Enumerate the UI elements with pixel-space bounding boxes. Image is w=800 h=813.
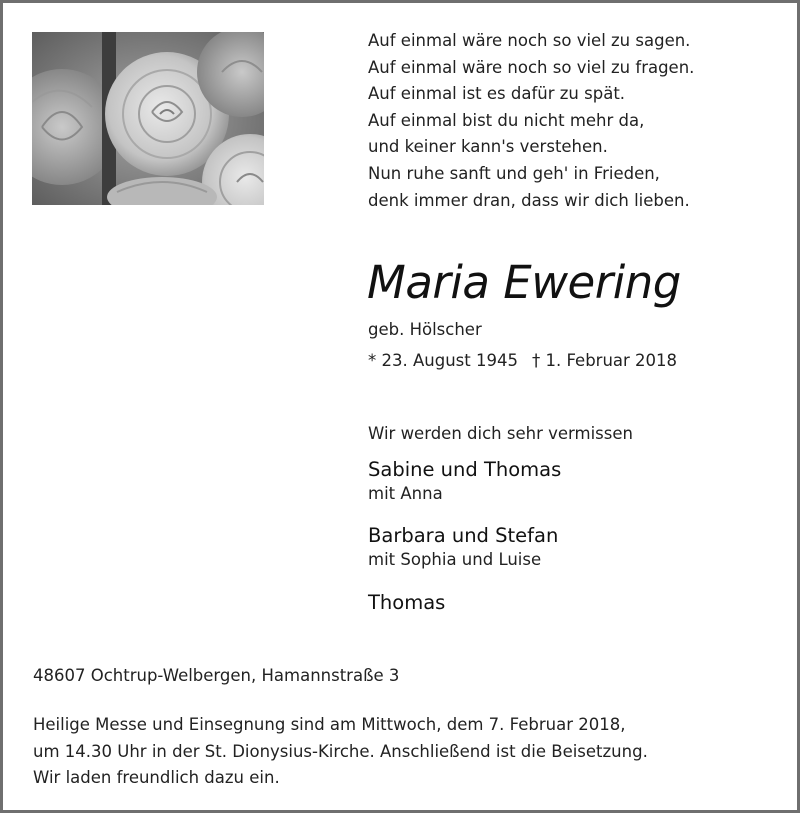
service-line: um 14.30 Uhr in der St. Dionysius-Kirche. Anschließend ist die Beisetzung. <box>33 741 648 761</box>
address: 48607 Ochtrup-Welbergen, Hamannstraße 3 <box>33 666 400 685</box>
mourner-name: Sabine und Thomas <box>368 458 562 481</box>
mourner-group <box>368 589 445 616</box>
death-date: † 1. Februar 2018 <box>531 351 678 370</box>
poem-line: Auf einmal ist es dafür zu spät. <box>368 84 626 104</box>
mourner-group <box>368 522 558 571</box>
birth-date: * 23. August 1945 <box>368 351 518 370</box>
roses-photo <box>32 32 264 205</box>
service-line: Wir laden freundlich dazu ein. <box>33 768 280 787</box>
deceased-name: Maria Ewering <box>367 256 681 309</box>
mourner-name: Barbara und Stefan <box>368 524 559 547</box>
service-info <box>33 712 773 792</box>
maiden-name: geb. Hölscher <box>368 320 482 339</box>
mourner-group <box>368 456 561 505</box>
poem <box>368 28 788 214</box>
poem-line: und keiner kann's verstehen. <box>368 137 608 157</box>
life-dates <box>368 349 677 373</box>
mourner-name: Thomas <box>368 591 446 614</box>
poem-line: Nun ruhe sanft und geh' in Frieden, <box>368 163 660 183</box>
service-line: Heilige Messe und Einsegnung sind am Mittwoch, dem 7. Februar 2018, <box>33 715 626 734</box>
poem-line: Auf einmal wäre noch so viel zu fragen. <box>368 57 695 77</box>
mourner-sub: mit Anna <box>368 484 443 503</box>
mourning-intro: Wir werden dich sehr vermissen <box>368 424 633 443</box>
roses-illustration <box>32 32 264 205</box>
poem-line: denk immer dran, dass wir dich lieben. <box>368 190 690 210</box>
poem-line: Auf einmal wäre noch so viel zu sagen. <box>368 31 691 50</box>
poem-line: Auf einmal bist du nicht mehr da, <box>368 110 645 130</box>
mourner-sub: mit Sophia und Luise <box>368 550 542 569</box>
